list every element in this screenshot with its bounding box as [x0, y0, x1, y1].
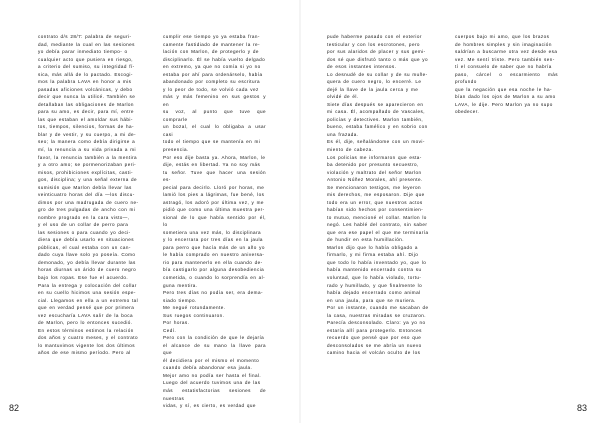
text-line: todo era un error, que nuestros actos — [327, 199, 423, 205]
text-line: y lo peor de todo, se volvió cada vez — [163, 86, 259, 92]
text-line: Por eso dije basta ya. Ahora, Marlon, le — [163, 154, 266, 160]
text-line: cumplir ese tiempo yo ya estaba fran- — [163, 34, 260, 39]
text-line: pude haberme pasado con el exterior — [327, 34, 422, 39]
text-line: pecial para decirlo. Lloró por horas, me — [163, 184, 265, 190]
text-line: bía castigarlo por alguna desobediencia — [163, 267, 265, 273]
text-line: mis derechos, me esposaron. Dije que — [327, 192, 425, 198]
text-line: públicas, el cual estaba con un can- — [38, 244, 131, 250]
text-line: un bozal, el cual lo obligaba a usar casi — [163, 124, 266, 137]
text-line: Lo desnudé de su collar y de su muñe- — [327, 71, 428, 77]
text-line: de hundir en esta humillación. — [327, 237, 404, 243]
text-line: que era ese papel el que me terminaría — [327, 229, 429, 235]
text-line: dos años y cuatro meses, y el contrato — [38, 335, 138, 341]
text-line: rado y humillado, y que finalmente lo — [327, 282, 423, 288]
text-line: yo debía parar inmediato tiempo- o — [38, 49, 128, 55]
text-line: Pero con la condición de que le dejaría — [163, 335, 265, 341]
text-line: Luego del acuerdo tuvimos una de las — [163, 380, 261, 386]
text-line: policías y detectives. Marlon también, — [327, 116, 424, 122]
text-line: de esos instantes intensos. — [327, 64, 397, 70]
text-line: dos sé que disfrutó tanto o más que yo — [327, 56, 429, 62]
text-line: miento de cabeza. — [327, 146, 374, 152]
text-line: abandonado por completo su escritura — [163, 79, 260, 85]
text-line: la casa, nuestras miradas se cruzaron. — [327, 312, 426, 318]
text-line: misos, prohibiciones explícitas, casti- — [38, 169, 133, 175]
text-line: gro de tres pulgadas de ancho con mi — [38, 207, 136, 213]
text-line: cuando debía abandonar esa jaula. — [163, 365, 253, 371]
text-line: pidió que como una última muestra per- — [163, 207, 265, 213]
text-line: detallaban las obligaciones de Marlon — [38, 101, 134, 107]
text-line: Antonio Núñez Morales, ahí presente. — [327, 177, 423, 183]
text-line: cualquier acto que pusiera en riesgo, — [38, 56, 133, 62]
text-line: él decidiera por el mismo el momento — [163, 357, 260, 363]
text-line: le había comprado en nuestro aniversa- — [163, 252, 265, 258]
text-line: lamió los pies a lágrimas, fue bené, los — [163, 192, 265, 198]
text-line: Parecía desconsolado. Claro: ya yo no — [327, 320, 426, 326]
text-column — [163, 33, 266, 410]
text-line: en una jaula, para que se muriera. — [327, 297, 416, 303]
text-line: Es él, dije, señalándome con un movi- — [327, 139, 425, 145]
text-column — [455, 33, 558, 116]
text-line: estaría allí para protegerlo. Entonces — [327, 327, 422, 333]
text-line: cuerpos bajo mi amo, que los brazos — [455, 34, 550, 39]
text-line: a criterio del sumiso, su integridad fí- — [38, 64, 135, 70]
text-line: que todo lo había inventado yo, que lo — [327, 259, 427, 265]
text-line: sometiera una vez más, lo disciplinara — [163, 229, 261, 235]
text-line: y el uso de un collar de perro para — [38, 222, 129, 228]
text-line: bajo los ropas. Ese fue el acuerdo. — [38, 275, 129, 280]
text-line: presencia. — [163, 146, 189, 152]
page-number: 82 — [9, 403, 20, 413]
text-line: saldrían a buscarme otra vez desde esa — [455, 49, 558, 55]
text-line: años de ese mismo período. Pero al — [38, 350, 131, 356]
text-line: astragó, los adoró por última vez, y me — [163, 199, 264, 205]
text-line: ba detenido por presunto secuestro, — [327, 162, 419, 168]
text-line: que la negación que esa noche le ha- — [455, 86, 553, 92]
text-line: vez. Me sentí triste. Pero también sen- — [455, 56, 555, 62]
text-line: estaba por ahí para ordenárselo, había — [163, 71, 263, 77]
text-line: mi casa. Él, acompañado de Vascales, — [327, 109, 426, 115]
text-line: olvidé de él. — [327, 94, 359, 100]
text-line: y lo encerrara por tres días en la jaula — [163, 237, 263, 243]
text-line: seo; la manera como debía dirigirse a — [38, 139, 136, 145]
text-line: horas diurnas un árido de cuero negro — [38, 267, 137, 273]
text-line: una frazada. — [327, 131, 359, 137]
text-line: de Marlon, pero lo entonces sucedió. — [38, 320, 133, 326]
text-line: veinticuatro horas del día —los discu- — [38, 192, 135, 198]
text-line: bueno, estaba famélico y en sobrio con — [327, 124, 428, 130]
text-line: disciplinarlo. Él se había vuelto delgado — [163, 56, 266, 62]
text-line: todo el tiempo que se mantenía en mi — [163, 139, 261, 145]
text-line: paso, cárcel o escarmiento más profundo — [455, 71, 558, 85]
text-line: Para la entrega y colocación del collar — [38, 282, 137, 288]
text-line: tu señor. Tuve que hacer una sesión es- — [163, 169, 266, 183]
text-line: desconsolados se me abría un nuevo — [327, 342, 422, 348]
text-line: Se mencionaron testigos, me leyeron — [327, 184, 421, 190]
text-line: nombre progrado en la cara visto—, — [38, 214, 130, 220]
text-line: el alcance de su mano la llave para que — [163, 342, 266, 356]
text-line: rio para mantenerlo en ella cuando de- — [163, 259, 263, 265]
text-line: lo mantuvimos vigente los dos últimos — [38, 342, 136, 348]
text-line: mos la palabra LAVA en honor a mis — [38, 79, 132, 85]
text-line: sional de lo que había sentido por él, lo — [163, 214, 266, 228]
text-line: más y más femenino en sus gestos y en — [163, 94, 266, 107]
text-column — [38, 33, 141, 357]
text-line: Mejor amo no podía ser hasta el final. — [163, 372, 262, 378]
text-line: firmarlo, y mi firma estaba ahí. Dijo — [327, 252, 419, 258]
text-line: favor, la renuncia también a la mentira — [38, 154, 138, 160]
text-column — [327, 33, 430, 357]
text-line: dimos por una madrugada de cuero ne- — [38, 199, 139, 205]
text-line: recuerdo que pensé que por eso que — [327, 335, 422, 341]
text-line: tos, tiempos, silencios, formas de ha- — [38, 124, 134, 130]
text-line: Los policías me informaron que esta- — [327, 154, 422, 160]
text-line: camente fastidiado de mantener la re- — [163, 41, 261, 47]
text-line: dado cuya llave solo yo poseía. Como — [38, 252, 136, 258]
text-line: que en verdad pensé que por primera — [38, 305, 135, 311]
text-line: para perro que hacía más de un año yo — [163, 244, 265, 250]
text-line: lación con Marlon, de protegerlo y de — [163, 49, 259, 55]
text-line: había dejado encerrado como animal — [327, 290, 421, 296]
text-line: para su amo, es decir, para mí, entre — [38, 109, 134, 115]
text-line: por sus alaridos de placer y sus gemi- — [327, 49, 426, 55]
text-line: más estatisfactorias sesiones de nuestras — [163, 387, 266, 401]
text-line: había mantenido encerrado contra su — [327, 267, 422, 273]
text-line: obedecer. — [455, 109, 480, 115]
text-line: en extremo, ya que no comía si yo no — [163, 64, 261, 70]
text-line: Siete días después se aparecieron en — [327, 101, 424, 107]
text-line: habían sido hechos por consentimien- — [327, 207, 424, 213]
text-line: dije, estás en libertad. Ya no soy más — [163, 162, 261, 168]
text-line: cial. Llegamos en ella a un extremo tal — [38, 297, 139, 303]
right-page — [300, 0, 600, 423]
text-line: Sus ruegos continuaron. — [163, 312, 225, 318]
text-line: dad, mediante la cual en las sesiones — [38, 41, 135, 47]
text-line: violación y maltrato del señor Marlon — [327, 169, 422, 175]
text-line: Por un instante, cuando me sacaban de — [327, 305, 429, 311]
text-line: tí el consuelo de saber que no habría — [455, 64, 552, 70]
text-line: pasadas aficiones volcánicas, y debo — [38, 86, 133, 92]
page-number: 83 — [577, 403, 588, 413]
text-line: dejé la llave de la jaula cerca y me — [327, 86, 419, 92]
text-line: sica, más allá de lo pactado. Escogi- — [38, 71, 133, 77]
text-line: LAVA, le dije. Pero Marlon ya no supo — [455, 101, 553, 107]
text-line: contrato d/s 28/7: palabra de seguri- — [38, 34, 132, 39]
text-line: las que estaban el amoldar sus hábi- — [38, 116, 133, 122]
text-line: Por horas. — [163, 320, 190, 326]
text-line: voluntad, que lo había violado, tortu- — [327, 275, 422, 280]
text-line: vidas, y sí, es cierto, es verdad que — [163, 403, 256, 409]
text-line: las sesiones o para cuando yo deci- — [38, 229, 131, 235]
text-line: gos, disciplina; y una señal externa de — [38, 177, 138, 183]
text-line: Cedí. — [163, 327, 177, 333]
text-line: diera que debía usarlo en situaciones — [38, 237, 135, 243]
text-line: sumisión que Marlon debía llevar las — [38, 184, 132, 190]
text-line: quera de cuero negro, lo encerré. Le — [327, 79, 422, 85]
text-line: en su cuello hicimos una sesión espe- — [38, 290, 136, 296]
text-line: siado tiempo. — [163, 297, 197, 303]
text-line: blar y de vestir, y su cuerpo, a mi de- — [38, 131, 137, 137]
text-line: Pero tres días no podía ser, era dema- — [163, 290, 263, 296]
text-line: cometida, o cuando lo sorprendía en al- — [163, 275, 266, 280]
text-line: de hombres simples y sin imaginación — [455, 41, 552, 47]
text-line: guna mentira. — [163, 282, 198, 288]
text-line: demonado, yo debía llevar durante las — [38, 259, 136, 265]
text-line: negó. Les hablé del contrato, sin saber — [327, 222, 428, 228]
text-line: su voz, al punto que tuve que comprarle — [163, 109, 266, 122]
text-line: En estos términos estimos la relación — [38, 327, 134, 333]
text-line: testicular y con los escrotones, pero — [327, 41, 420, 47]
text-line: vez escucharía LAVA salir de la boca — [38, 312, 133, 318]
text-line: camino hacia el volcán oculto de los — [327, 350, 421, 356]
text-line: decir que nunca la utilicé. También se — [38, 94, 136, 100]
text-line: to mutuo, mencioné el collar. Marlon lo — [327, 214, 427, 220]
text-line: Marlon dijo que lo había obligado a — [327, 244, 418, 250]
text-line: Me negué rotundamente. — [163, 305, 226, 311]
text-line: mí, la renuncia a su vida privada a mi — [38, 146, 136, 152]
text-line: bían dado los ojos de Marlon a su amo — [455, 94, 556, 100]
text-line: y a otro amo; se pormenorizaban peri- — [38, 162, 137, 168]
